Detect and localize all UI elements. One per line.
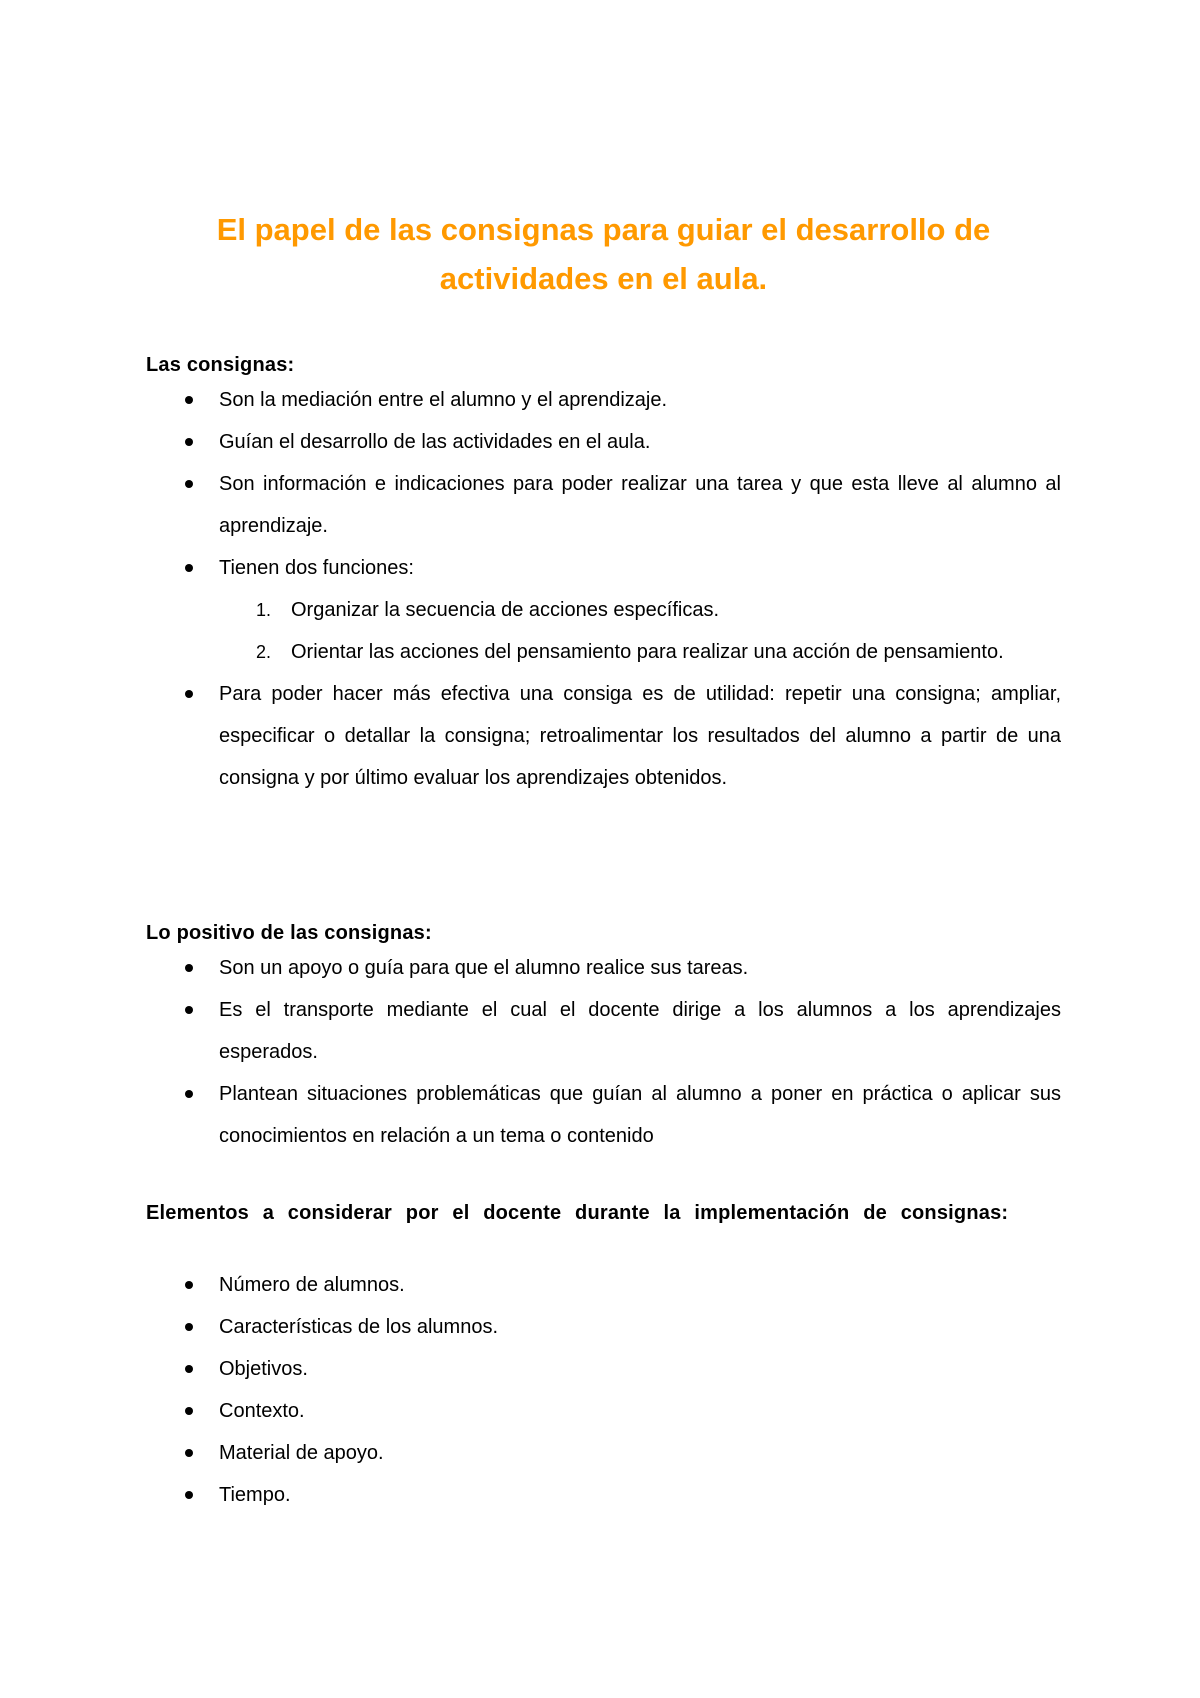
section-elementos <box>146 1200 1061 1516</box>
numbered-item-text: Orientar las acciones del pensamiento para realizar una acción de pensamiento. <box>291 641 1004 663</box>
bullet-icon <box>185 1449 193 1457</box>
bullet-icon <box>185 1491 193 1499</box>
list-item <box>146 379 1061 421</box>
list-item-text: Tienen dos funciones: <box>219 557 414 579</box>
item-number: 1. <box>256 600 272 620</box>
list-item-text: Guían el desarrollo de las actividades en el aula. <box>219 431 651 453</box>
list-item <box>146 463 1061 547</box>
list-item-text: Características de los alumnos. <box>219 1316 499 1338</box>
list-item <box>146 421 1061 463</box>
list-item <box>146 1073 1061 1157</box>
numbered-item <box>146 631 1061 673</box>
bullet-icon <box>185 1323 193 1331</box>
numbered-item <box>146 589 1061 631</box>
list-item <box>146 989 1061 1073</box>
list-item-text: Plantean situaciones problemáticas que guían al alumno a poner en práctica o aplicar sus conocimientos en relación a un tema o contenido <box>219 1083 1061 1147</box>
list-item-text: Contexto. <box>219 1400 305 1422</box>
document-title: El papel de las consignas para guiar el desarrollo de actividades en el aula. <box>216 212 991 296</box>
list-item <box>146 547 1061 673</box>
section-heading: Elementos a considerar por el docente durante la implementación de consignas: <box>146 1202 1009 1224</box>
list-item <box>146 1390 1061 1432</box>
list-item <box>146 673 1061 799</box>
list-item-text: Es el transporte mediante el cual el docente dirige a los alumnos a los aprendizajes esperados. <box>219 999 1061 1063</box>
bullet-list <box>146 947 1061 1157</box>
list-item <box>146 1348 1061 1390</box>
functions-list-wrap <box>146 589 1061 673</box>
item-number: 2. <box>256 642 272 662</box>
bullet-icon <box>185 1281 193 1289</box>
bullet-icon <box>185 564 193 572</box>
bullet-icon <box>185 690 193 698</box>
bullet-icon <box>185 964 193 972</box>
bullet-icon <box>185 1090 193 1098</box>
list-item-text: Material de apoyo. <box>219 1442 384 1464</box>
list-item <box>146 1432 1061 1474</box>
bullet-list <box>146 1264 1061 1516</box>
bullet-icon <box>185 1365 193 1373</box>
list-item <box>146 1264 1061 1306</box>
list-item <box>146 1474 1061 1516</box>
bullet-icon <box>185 396 193 404</box>
list-item <box>146 947 1061 989</box>
list-item-text: Son un apoyo o guía para que el alumno realice sus tareas. <box>219 957 749 979</box>
bullet-list <box>146 379 1061 799</box>
bullet-icon <box>185 480 193 488</box>
list-item-text: Para poder hacer más efectiva una consiga es de utilidad: repetir una consigna; ampliar, especificar o detallar la consigna; retroalimentar los resultados del alumno a partir de una consigna y por último evaluar los aprendizajes obtenidos. <box>219 683 1061 789</box>
numbered-item-text: Organizar la secuencia de acciones específicas. <box>291 599 720 621</box>
section-consignas <box>146 352 1061 799</box>
bullet-icon <box>185 1407 193 1415</box>
list-item-text: Tiempo. <box>219 1484 291 1506</box>
bullet-icon <box>185 1006 193 1014</box>
list-item <box>146 1306 1061 1348</box>
list-item-text: Número de alumnos. <box>219 1274 405 1296</box>
list-item-text: Son la mediación entre el alumno y el aprendizaje. <box>219 389 668 411</box>
list-item-text: Objetivos. <box>219 1358 308 1380</box>
section-heading: Las consignas: <box>146 354 295 376</box>
functions-list <box>146 589 1061 673</box>
bullet-icon <box>185 438 193 446</box>
section-positivo <box>146 920 1061 1157</box>
list-item-text: Son información e indicaciones para poder realizar una tarea y que esta lleve al alumno al aprendizaje. <box>219 473 1061 537</box>
section-heading: Lo positivo de las consignas: <box>146 922 432 944</box>
